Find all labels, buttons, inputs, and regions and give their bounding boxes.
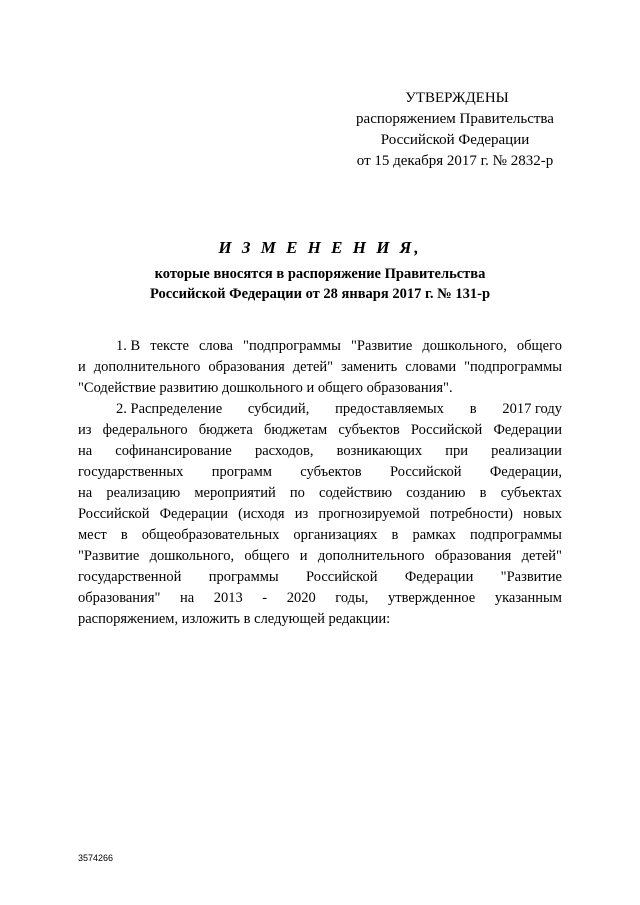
paragraph-line (78, 483, 562, 504)
word: реализацию (106, 485, 181, 501)
word: возникающих (336, 443, 423, 459)
word: "Развитие (500, 569, 562, 585)
word: дошкольного, (149, 548, 235, 564)
word: тексте (150, 338, 189, 354)
word: 2020 (286, 590, 316, 606)
word: Федерации (404, 569, 474, 585)
word: федерального (102, 422, 188, 438)
paragraph-line (78, 336, 562, 357)
word: по (289, 485, 305, 501)
word: заменить (341, 359, 398, 375)
approval-date-number: от 15 декабря 2017 г. № 2832-р (356, 153, 554, 169)
word: субъектов (338, 422, 400, 438)
paragraph-line (78, 462, 562, 483)
word: 1. В (116, 338, 141, 354)
word: из (294, 506, 309, 522)
body-text (78, 336, 562, 630)
word: программы (208, 569, 279, 585)
word: словами (405, 359, 457, 375)
word: 2013 (213, 590, 243, 606)
word: и (78, 359, 86, 375)
word: "подпрограммы (464, 359, 562, 375)
paragraph-line (78, 588, 562, 609)
word: на (78, 485, 93, 501)
subheading-line: Российской Федерации от 28 января 2017 г. № 131-р (149, 286, 491, 302)
word: содействию (319, 485, 393, 501)
word: софинансирование (115, 443, 232, 459)
word: прогнозируемой (318, 506, 420, 522)
word: общего (244, 548, 290, 564)
document-subheading (0, 264, 640, 304)
paragraph-line (78, 609, 562, 630)
word: детей" (521, 548, 562, 564)
word: Российской (78, 506, 150, 522)
word: при (445, 443, 468, 459)
word: образования" (78, 590, 161, 606)
word: 2017 году (502, 401, 562, 417)
word: "Развитие (78, 548, 140, 564)
word: образования (208, 359, 285, 375)
word: государственных (78, 464, 184, 480)
word: субсидий, (247, 401, 310, 417)
word: утвержденное (388, 590, 476, 606)
word: образования (434, 548, 512, 564)
paragraph-line (78, 567, 562, 588)
word: Российской (410, 422, 483, 438)
paragraph-line (78, 441, 562, 462)
word: в (120, 527, 128, 543)
word: - (262, 590, 268, 606)
subheading-line: которые вносятся в распоряжение Правительства (154, 266, 486, 282)
word: указанным (494, 590, 562, 606)
word: в (391, 527, 399, 543)
word: Федерации, (489, 464, 562, 480)
word: из (78, 422, 92, 438)
word: дополнительного (93, 359, 201, 375)
word: мест (78, 527, 107, 543)
paragraph-line (78, 399, 562, 420)
word: Федерации (493, 422, 562, 438)
approval-line: Российской Федерации (380, 132, 530, 148)
word: Российской (390, 464, 462, 480)
word: общеобразовательных (141, 527, 280, 543)
word: дополнительного (317, 548, 425, 564)
document-heading: И З М Е Н Е Н И Я, (218, 238, 422, 257)
word: 2. Распределение (116, 401, 223, 417)
paragraph-line (78, 504, 562, 525)
word: потребности) (429, 506, 514, 522)
word: субъектах (500, 485, 562, 501)
paragraph-line (78, 546, 562, 567)
word: субъектов (300, 464, 362, 480)
word: рамках (412, 527, 456, 543)
word: мероприятий (194, 485, 276, 501)
paragraph-line (78, 525, 562, 546)
word: дошкольного, (422, 338, 507, 354)
word: "подпрограммы (243, 338, 341, 354)
word: расходов, (254, 443, 314, 459)
word: государственной (78, 569, 182, 585)
word: программ (211, 464, 272, 480)
paragraph-line (78, 420, 562, 441)
word: на (179, 590, 195, 606)
paragraph-line (78, 378, 562, 399)
word: детей" (292, 359, 334, 375)
word: новых (523, 506, 562, 522)
word: в (469, 401, 477, 417)
word: бюджета (198, 422, 253, 438)
word: "Содействие развитию дошкольного и общего образования". (78, 380, 453, 396)
approval-title: УТВЕРЖДЕНЫ (405, 90, 509, 106)
word: на (78, 443, 93, 459)
approval-stamp (330, 88, 580, 172)
word: распоряжением, изложить в следующей редакции: (78, 611, 391, 627)
word: общего (516, 338, 562, 354)
approval-line: распоряжением Правительства (356, 111, 554, 127)
word: слова (198, 338, 233, 354)
document-code: 3574266 (78, 853, 114, 863)
word: подпрограммы (469, 527, 562, 543)
word: в (479, 485, 487, 501)
word: годы, (335, 590, 369, 606)
word: организациях (293, 527, 378, 543)
word: "Развитие (350, 338, 413, 354)
word: (исходя (238, 506, 285, 522)
word: бюджетам (263, 422, 328, 438)
word: созданию (406, 485, 466, 501)
word: Российской (306, 569, 378, 585)
word: реализации (491, 443, 562, 459)
word: Федерации (159, 506, 229, 522)
word: и (299, 548, 308, 564)
word: предоставляемых (335, 401, 444, 417)
paragraph-line (78, 357, 562, 378)
